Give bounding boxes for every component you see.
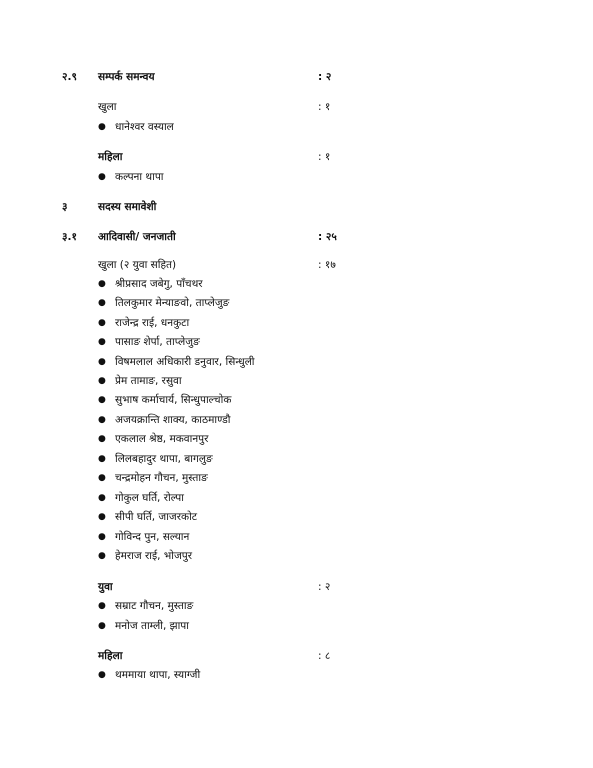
section-title: सम्पर्क समन्वय <box>98 71 155 83</box>
subgroup-label: युवा <box>98 581 113 593</box>
bullet-icon: ● <box>98 376 106 386</box>
bullet-icon: ● <box>98 551 106 561</box>
list-item-text: थममाया थापा, स्याग्जी <box>115 669 201 681</box>
bullet-icon: ● <box>98 172 106 182</box>
list-item-text: मनोज ताम्ली, झापा <box>115 620 189 632</box>
bullet-icon: ● <box>98 122 106 132</box>
subgroup-count: : १ <box>318 151 331 163</box>
list-item-text: अजयक्रान्ति शाक्य, काठमाण्डौ <box>115 414 231 426</box>
subgroup-label: खुला (२ युवा सहित) <box>98 259 177 271</box>
list-item-text: सम्राट गौचन, मुस्ताङ <box>115 600 194 612</box>
bullet-icon: ● <box>98 473 106 483</box>
list-item-text: गोकुल घर्ति, रोल्पा <box>115 492 184 504</box>
list-item-text: सुभाष कर्माचार्य, सिन्धुपाल्चोक <box>115 394 232 406</box>
list-item-text: गोविन्द पुन, सल्यान <box>115 531 190 543</box>
subgroup-count: : ८ <box>318 650 331 662</box>
subgroup-count: : १ <box>318 101 331 113</box>
list-item-text: कल्पना थापा <box>115 171 164 183</box>
section-title: सदस्य समावेशी <box>98 201 157 213</box>
section-total: : २ <box>318 71 332 83</box>
bullet-icon: ● <box>98 279 106 289</box>
list-item-text: सीपी घर्ति, जाजरकोट <box>115 511 198 523</box>
subgroup-label: खुला <box>98 101 117 113</box>
bullet-icon: ● <box>98 298 106 308</box>
bullet-icon: ● <box>98 512 106 522</box>
bullet-icon: ● <box>98 337 106 347</box>
list-item-text: श्रीप्रसाद जबेगु, पाँचथर <box>115 278 203 290</box>
section-total: : २५ <box>318 231 337 243</box>
section-number: २.९ <box>62 71 77 83</box>
subgroup-label: महिला <box>98 151 123 163</box>
bullet-icon: ● <box>98 395 106 405</box>
bullet-icon: ● <box>98 532 106 542</box>
bullet-icon: ● <box>98 434 106 444</box>
bullet-icon: ● <box>98 670 106 680</box>
bullet-icon: ● <box>98 415 106 425</box>
subgroup-label: महिला <box>98 650 123 662</box>
bullet-icon: ● <box>98 357 106 367</box>
section-number: ३.१ <box>62 231 77 243</box>
bullet-icon: ● <box>98 621 106 631</box>
section-title: आदिवासी/ जनजाती <box>98 231 176 243</box>
list-item-text: लिलबहादुर थापा, बागलुङ <box>115 453 213 465</box>
section-number: ३ <box>62 201 68 213</box>
list-item-text: तिलकुमार मेन्याङवो, ताप्लेजुङ <box>115 297 230 309</box>
bullet-icon: ● <box>98 454 106 464</box>
bullet-icon: ● <box>98 601 106 611</box>
list-item-text: विषमलाल अधिकारी डनुवार, सिन्धुली <box>115 356 255 368</box>
list-item-text: प्रेम तामाङ, रसुवा <box>115 375 182 387</box>
list-item-text: चन्द्रमोहन गौचन, मुस्ताङ <box>115 472 208 484</box>
subgroup-count: : २ <box>318 581 331 593</box>
list-item-text: धानेश्वर वस्याल <box>115 121 174 133</box>
list-item-text: राजेन्द्र राई, धनकुटा <box>115 317 190 329</box>
list-item-text: हेमराज राई, भोजपुर <box>115 550 192 562</box>
list-item-text: पासाङ शेर्पा, ताप्लेजुङ <box>115 336 200 348</box>
bullet-icon: ● <box>98 318 106 328</box>
list-item-text: एकलाल श्रेष्ठ, मकवानपुर <box>115 433 209 445</box>
bullet-icon: ● <box>98 493 106 503</box>
subgroup-count: : १७ <box>318 259 336 271</box>
